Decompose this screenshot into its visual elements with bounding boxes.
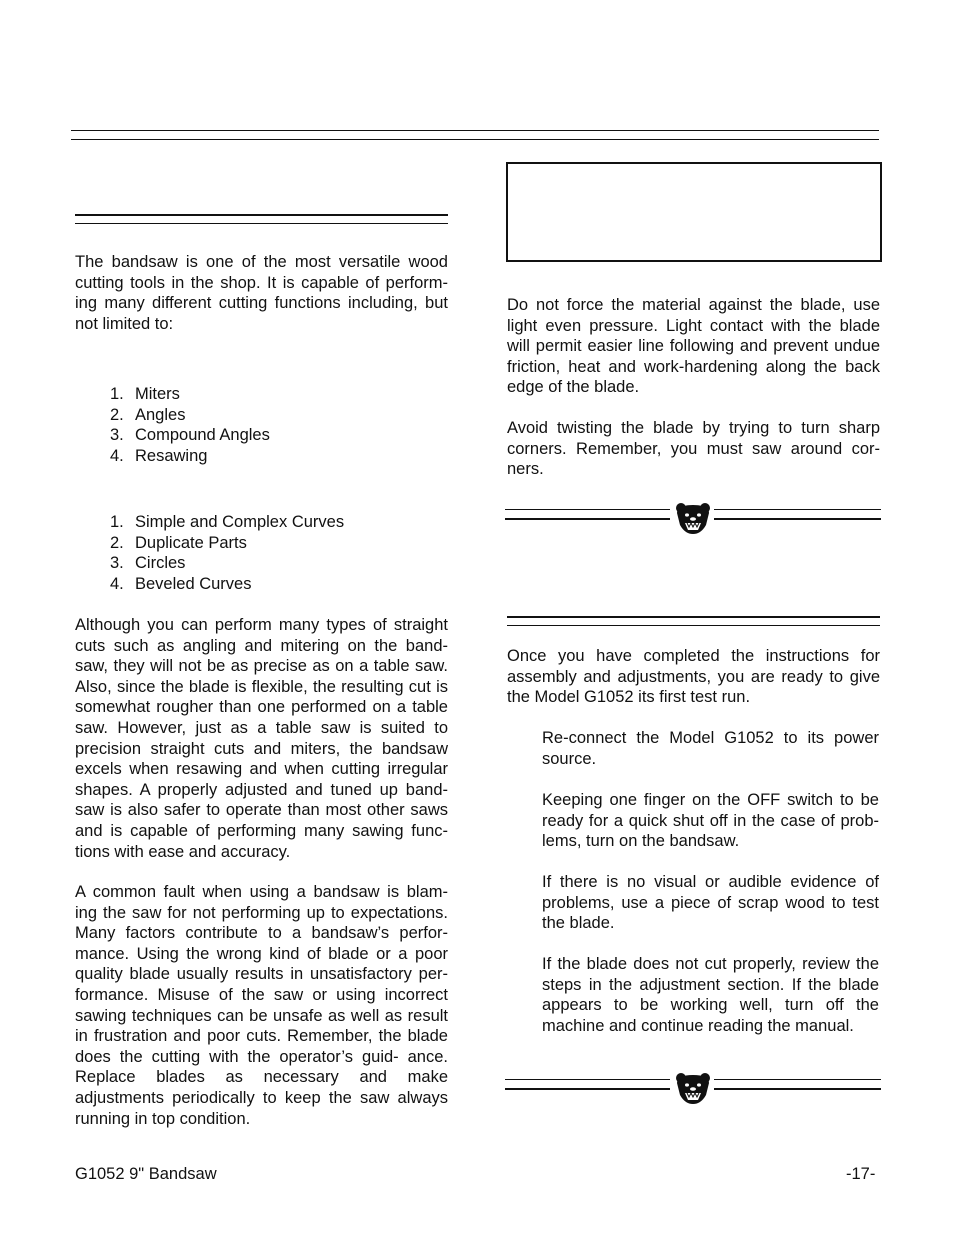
curve-cuts-list	[110, 512, 440, 594]
footer-page-number: -17-	[846, 1165, 876, 1183]
list-item: 2. Duplicate Parts	[110, 533, 247, 552]
pressure-paragraph: Do not force the material against the blade, use light even pressure. Light contact with the blade will permit easier line following and prevent undue friction, heat and work-hardening along the back edge of the blade.	[507, 296, 880, 397]
step-paragraph: If the blade does not cut properly, review the steps in the adjustment section. If the blade appears to be working well, turn off the machine and continue reading the manual.	[542, 955, 879, 1035]
footer-model-name: G1052 9" Bandsaw	[75, 1165, 217, 1183]
list-item: 2. Angles	[110, 405, 186, 424]
list-item: 1. Simple and Complex Curves	[110, 513, 345, 531]
left-section-rule-thick	[75, 214, 448, 216]
list-item: 3. Circles	[110, 554, 186, 573]
straight-cuts-list	[110, 384, 440, 466]
bear-head-icon	[673, 1071, 713, 1105]
precision-paragraph: Although you can perform many types of straight cuts such as angling and mitering on the band- saw, they will not be as precise as on a table saw. Also, since the blade is flexible, the resulting cut is somewhat rougher than one performed on a table saw. However, just as a table saw is suited to precision straight cuts and miters, the bandsaw excels when resawing and when cutting irregular shapes. A properly adjusted and tuned up band- saw is also safer to operate than most other saws and is capable of performing many sawing func- tions with ease and accuracy.	[75, 616, 448, 861]
list-item: 4. Resawing	[110, 446, 208, 465]
section-divider	[505, 1075, 881, 1105]
right-section-rule-thin	[507, 625, 880, 626]
list-item: 3. Compound Angles	[110, 426, 270, 445]
list-item: 4. Beveled Curves	[110, 574, 252, 593]
right-section-rule-thick	[507, 616, 880, 618]
step-paragraph: Re-connect the Model G1052 to its power source.	[542, 729, 879, 768]
step-paragraph: Keeping one finger on the OFF switch to be ready for a quick shut off in the case of prob- lems, turn on the bandsaw.	[542, 791, 879, 851]
header-rule-bottom	[71, 139, 879, 140]
intro-paragraph: The bandsaw is one of the most versatile wood cutting tools in the shop. It is capable of perform- ing many different cutting functions including, but not limited to:	[75, 253, 448, 333]
bear-head-icon	[673, 501, 713, 535]
section-divider	[505, 505, 881, 535]
common-fault-paragraph: A common fault when using a bandsaw is blam- ing the saw for not performing up to expectations. Many factors contribute to a bandsaw’s perfor- mance. Using the wrong kind of blade or a poor quality blade usually results in unsatisfactory per- formance. Misuse of the saw or using incorrect sawing techniques can be unsafe as well as result in frustration and poor cuts. Remember, the blade does the cutting with the operator’s guid- ance. Replace blades as necessary and make adjustments periodically to keep the saw always running in top condition.	[75, 883, 448, 1128]
list-item: 1. Miters	[110, 385, 180, 403]
twisting-paragraph: Avoid twisting the blade by trying to turn sharp corners. Remember, you must saw around cor- ners.	[507, 419, 880, 479]
left-section-rule-thin	[75, 223, 448, 224]
step-paragraph: If there is no visual or audible evidence of problems, use a piece of scrap wood to test the blade.	[542, 873, 879, 933]
header-rule-top	[71, 130, 879, 131]
notice-box	[506, 162, 882, 262]
test-run-paragraph: Once you have completed the instructions for assembly and adjustments, you are ready to give the Model G1052 its first test run.	[507, 647, 880, 707]
